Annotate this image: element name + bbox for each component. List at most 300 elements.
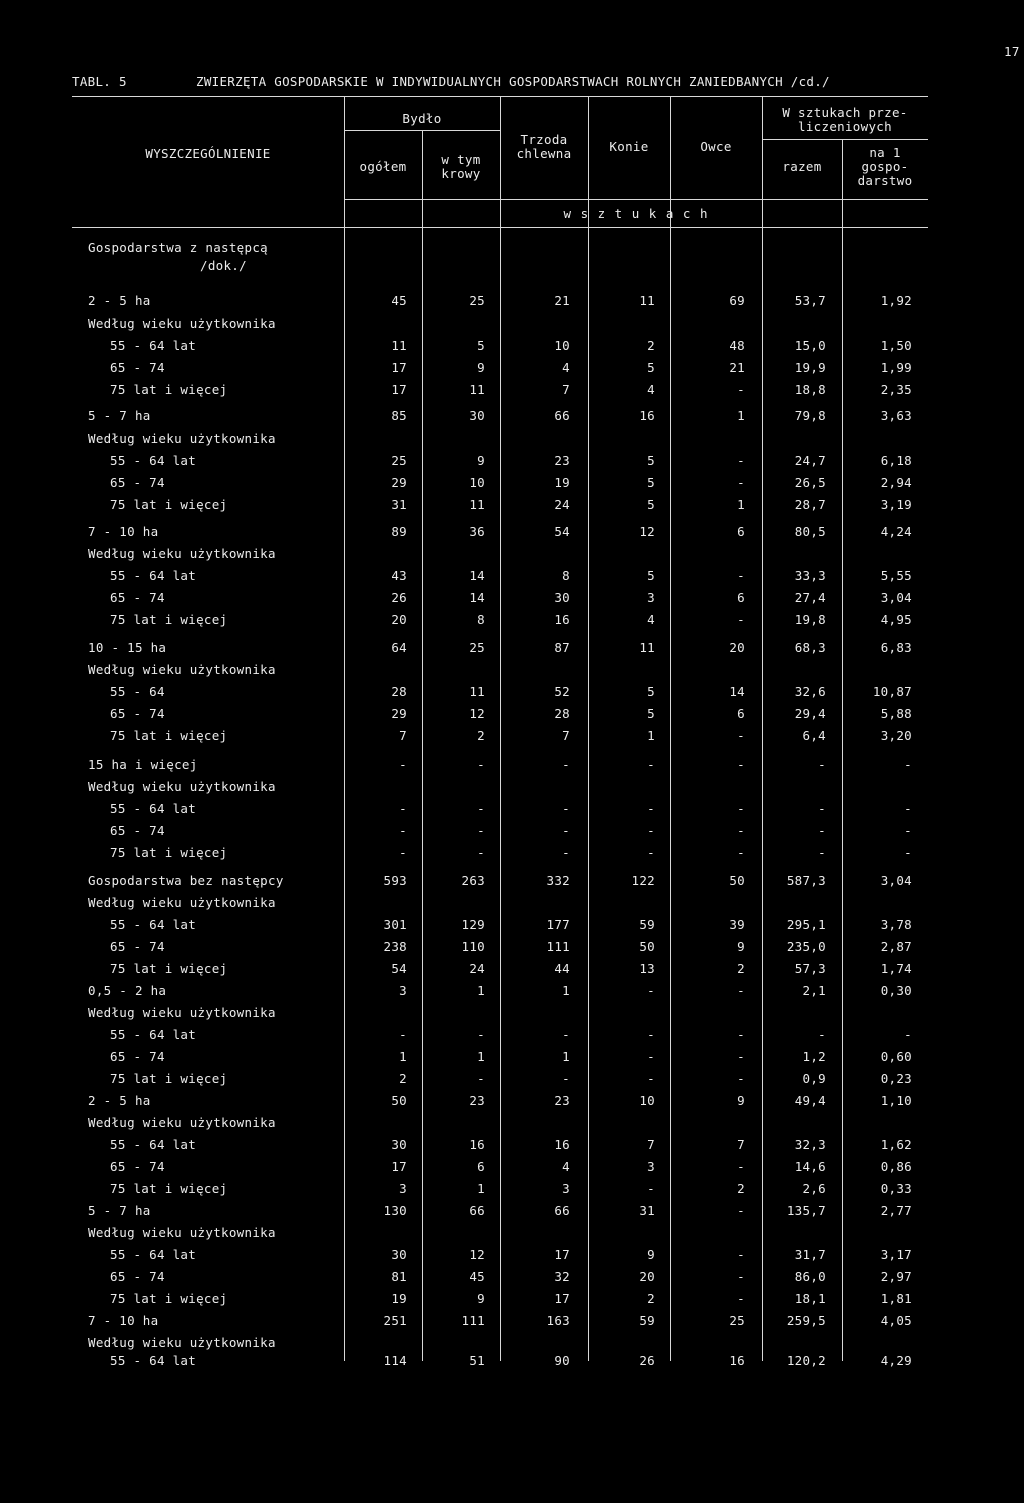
col-header-na1 [842,146,928,188]
table-cell: - [818,845,826,860]
row-label: Według wieku użytkownika [88,1225,276,1240]
table-cell: 4 [562,360,570,375]
table-number: TABL. 5 [72,74,127,89]
table-cell: 3 [647,1159,655,1174]
col-header-przel-line1: W sztukach prze- [782,105,908,120]
row-label: Gospodarstwa z następcą [88,240,268,255]
table-cell: 3,20 [880,728,912,743]
table-cell: 1 [562,1049,570,1064]
table-cell: 9 [737,1093,745,1108]
col-header-ogolem: ogółem [359,159,407,174]
table-cell: - [562,801,570,816]
table-cell: - [737,728,745,743]
table-cell: - [647,1027,655,1042]
table-cell: 27,4 [794,590,826,605]
table-cell: - [904,845,912,860]
table-cell: - [737,453,745,468]
page-number: 17 [1004,44,1020,59]
table-cell: 129 [461,917,485,932]
table-cell: 43 [391,568,407,583]
table-cell: 8 [477,612,485,627]
table-cell: 48 [729,338,745,353]
table-cell: 17 [554,1291,570,1306]
table-cell: 1 [737,497,745,512]
table-cell: 593 [383,873,407,888]
table-cell: - [737,1159,745,1174]
table-cell: 5 [647,360,655,375]
table-cell: 163 [546,1313,570,1328]
row-label: 5 - 7 ha [88,1203,151,1218]
table-cell: - [477,1071,485,1086]
table-cell: 0,23 [880,1071,912,1086]
row-label: 5 - 7 ha [88,408,151,423]
table-cell: - [647,1181,655,1196]
col-header-bydlo: Bydło [402,111,442,126]
table-cell: 8 [562,568,570,583]
table-cell: 3,04 [880,873,912,888]
table-cell: 5 [647,568,655,583]
table-cell: 32,3 [794,1137,826,1152]
table-cell: 4,24 [880,524,912,539]
table-cell: 10,87 [872,684,912,699]
table-cell: 20 [729,640,745,655]
table-cell: - [647,845,655,860]
header-mid-rule [344,199,928,200]
table-cell: 7 [562,728,570,743]
table-cell: 1,62 [880,1137,912,1152]
table-cell: 1 [477,1049,485,1064]
col-header-razem: razem [782,159,822,174]
row-label: Według wieku użytkownika [88,1115,276,1130]
table-cell: 0,30 [880,983,912,998]
table-cell: 23 [469,1093,485,1108]
table-cell: 6,18 [880,453,912,468]
table-cell: 0,60 [880,1049,912,1064]
table-cell: - [818,1027,826,1042]
table-cell: 2 [399,1071,407,1086]
table-cell: - [399,801,407,816]
table-cell: 6 [737,590,745,605]
table-cell: 3 [399,1181,407,1196]
table-cell: 7 [647,1137,655,1152]
table-cell: 0,9 [802,1071,826,1086]
table-cell: 120,2 [786,1353,826,1368]
table-cell: 5,55 [880,568,912,583]
table-cell: 0,86 [880,1159,912,1174]
col-sep-7 [842,139,843,1361]
table-cell: 2,97 [880,1269,912,1284]
table-cell: 51 [469,1353,485,1368]
row-label: 7 - 10 ha [88,524,159,539]
table-cell: 20 [391,612,407,627]
table-cell: 69 [729,293,745,308]
table-cell: 1 [647,728,655,743]
table-cell: - [737,845,745,860]
table-cell: - [737,1291,745,1306]
table-cell: 130 [383,1203,407,1218]
table-cell: 2 [647,1291,655,1306]
table-cell: 10 [469,475,485,490]
row-label: 55 - 64 lat [110,338,197,353]
table-cell: 7 [399,728,407,743]
table-cell: 301 [383,917,407,932]
table-cell: 17 [391,360,407,375]
table-cell: 66 [554,1203,570,1218]
table-cell: 6 [477,1159,485,1174]
table-cell: 85 [391,408,407,423]
row-label: 65 - 74 [110,590,165,605]
table-cell: 53,7 [794,293,826,308]
table-cell: 2,35 [880,382,912,397]
table-cell: 5 [647,453,655,468]
col-header-w-tym-line1: w tym [441,152,481,167]
table-cell: 44 [554,961,570,976]
table-cell: 7 [562,382,570,397]
table-cell: - [737,823,745,838]
table-cell: 122 [631,873,655,888]
table-cell: - [737,568,745,583]
table-cell: 4,29 [880,1353,912,1368]
table-cell: - [737,1203,745,1218]
table-cell: 1 [737,408,745,423]
table-cell: 1 [477,983,485,998]
table-cell: 81 [391,1269,407,1284]
table-cell: 80,5 [794,524,826,539]
row-label: 0,5 - 2 ha [88,983,167,998]
table-cell: 16 [639,408,655,423]
row-label: 75 lat i więcej [110,1071,228,1086]
col-header-owce: Owce [700,139,732,154]
table-cell: - [904,757,912,772]
table-cell: - [737,1269,745,1284]
table-cell: 17 [554,1247,570,1262]
table-cell: 1,99 [880,360,912,375]
table-cell: 1,10 [880,1093,912,1108]
table-cell: - [737,612,745,627]
table-cell: 9 [737,939,745,954]
table-cell: 52 [554,684,570,699]
table-cell: 49,4 [794,1093,826,1108]
table-cell: - [647,801,655,816]
table-cell: 90 [554,1353,570,1368]
table-cell: 2,77 [880,1203,912,1218]
table-cell: 19 [554,475,570,490]
table-cell: 110 [461,939,485,954]
table-cell: - [562,1071,570,1086]
table-cell: - [818,823,826,838]
row-label: 75 lat i więcej [110,1291,228,1306]
table-cell: 16 [554,612,570,627]
table-cell: 3,04 [880,590,912,605]
col-header-na1-line1: na 1 [869,145,901,160]
row-label: Według wieku użytkownika [88,316,276,331]
col-header-na1-line2: gospo- [861,159,909,174]
table-cell: 4 [562,1159,570,1174]
table-cell: 25 [729,1313,745,1328]
table-cell: 16 [554,1137,570,1152]
table-cell: 3 [399,983,407,998]
table-cell: 3 [647,590,655,605]
row-label: 55 - 64 lat [110,1353,197,1368]
table-cell: 332 [546,873,570,888]
table-cell: 19 [391,1291,407,1306]
table-cell: 3,78 [880,917,912,932]
table-cell: 2 [737,1181,745,1196]
table-cell: 66 [554,408,570,423]
table-cell: 54 [391,961,407,976]
table-cell: 1,92 [880,293,912,308]
table-cell: - [647,1071,655,1086]
table-cell: 11 [469,684,485,699]
table-cell: - [737,757,745,772]
table-cell: 6,4 [802,728,826,743]
table-cell: - [477,823,485,838]
table-cell: 25 [469,640,485,655]
table-cell: 89 [391,524,407,539]
table-cell: - [647,757,655,772]
row-label: 55 - 64 lat [110,917,197,932]
table-cell: 2,1 [802,983,826,998]
col-sep-2 [422,130,423,1361]
table-cell: 1 [562,983,570,998]
table-cell: 17 [391,382,407,397]
row-label: Według wieku użytkownika [88,1335,276,1350]
col-header-w-tym-line2: krowy [441,166,481,181]
table-cell: 259,5 [786,1313,826,1328]
row-label: 75 lat i więcej [110,1181,228,1196]
przel-sub-rule [762,139,928,140]
table-cell: 28,7 [794,497,826,512]
row-label: 65 - 74 [110,1159,165,1174]
row-label: /dok./ [200,258,247,273]
table-cell: 36 [469,524,485,539]
table-cell: 10 [554,338,570,353]
table-cell: 23 [554,453,570,468]
row-label: 65 - 74 [110,360,165,375]
table-cell: 4 [647,382,655,397]
table-cell: 251 [383,1313,407,1328]
table-cell: 30 [554,590,570,605]
table-cell: 14 [469,568,485,583]
row-label: 75 lat i więcej [110,612,228,627]
table-cell: 54 [554,524,570,539]
table-cell: 11 [469,382,485,397]
table-cell: 68,3 [794,640,826,655]
table-cell: 45 [391,293,407,308]
table-cell: - [562,1027,570,1042]
col-header-trzoda [500,133,588,161]
col-header-wyszczegolnienie: WYSZCZEGÓLNIENIE [145,146,271,161]
col-header-trzoda-line1: Trzoda [520,132,568,147]
table-cell: 19,9 [794,360,826,375]
table-cell: 3,19 [880,497,912,512]
table-cell: 6,83 [880,640,912,655]
table-cell: 235,0 [786,939,826,954]
table-cell: 28 [391,684,407,699]
table-cell: - [647,983,655,998]
table-cell: 11 [639,293,655,308]
table-cell: 6 [737,524,745,539]
table-cell: 13 [639,961,655,976]
table-cell: 16 [469,1137,485,1152]
table-cell: 3,63 [880,408,912,423]
row-label: 7 - 10 ha [88,1313,159,1328]
table-cell: 2,94 [880,475,912,490]
row-label: 65 - 74 [110,706,165,721]
table-cell: 21 [729,360,745,375]
table-cell: 2,87 [880,939,912,954]
table-cell: 2 [737,961,745,976]
table-cell: 50 [391,1093,407,1108]
table-cell: 26 [639,1353,655,1368]
row-label: 75 lat i więcej [110,382,228,397]
table-cell: - [818,757,826,772]
table-cell: 5 [647,497,655,512]
table-cell: 12 [469,1247,485,1262]
row-label: 55 - 64 lat [110,453,197,468]
row-label: 2 - 5 ha [88,1093,151,1108]
table-cell: 18,8 [794,382,826,397]
row-label: 65 - 74 [110,823,165,838]
table-cell: 1 [477,1181,485,1196]
row-label: Gospodarstwa bez następcy [88,873,284,888]
table-cell: 5 [647,706,655,721]
table-cell: 11 [391,338,407,353]
table-cell: 2,6 [802,1181,826,1196]
table-cell: 11 [639,640,655,655]
table-cell: 114 [383,1353,407,1368]
col-header-na1-line3: darstwo [857,173,913,188]
row-label: Według wieku użytkownika [88,1005,276,1020]
table-cell: - [904,823,912,838]
table-cell: 14 [729,684,745,699]
table-cell: - [737,1247,745,1262]
table-cell: 23 [554,1093,570,1108]
col-header-trzoda-line2: chlewna [516,146,572,161]
table-cell: 50 [729,873,745,888]
table-cell: - [477,845,485,860]
table-cell: - [399,845,407,860]
row-label: 10 - 15 ha [88,640,167,655]
table-cell: 263 [461,873,485,888]
row-label: 2 - 5 ha [88,293,151,308]
table-title: ZWIERZĘTA GOSPODARSKIE W INDYWIDUALNYCH GOSPODARSTWACH ROLNYCH ZANIEDBANYCH /cd./ [196,74,830,89]
table-cell: 39 [729,917,745,932]
table-cell: 1,81 [880,1291,912,1306]
table-cell: - [562,823,570,838]
table-cell: 7 [737,1137,745,1152]
table-cell: 12 [639,524,655,539]
table-cell: - [647,1049,655,1064]
table-cell: 9 [477,1291,485,1306]
table-cell: - [399,1027,407,1042]
table-cell: 4,05 [880,1313,912,1328]
table-cell: 4 [647,612,655,627]
table-cell: - [904,1027,912,1042]
table-cell: 57,3 [794,961,826,976]
row-label: Według wieku użytkownika [88,779,276,794]
table-cell: 31 [391,497,407,512]
row-label: Według wieku użytkownika [88,662,276,677]
table-cell: 17 [391,1159,407,1174]
table-cell: 111 [461,1313,485,1328]
table-cell: 24 [554,497,570,512]
row-label: 65 - 74 [110,475,165,490]
table-cell: 18,1 [794,1291,826,1306]
row-label: Według wieku użytkownika [88,895,276,910]
row-label: 55 - 64 lat [110,1247,197,1262]
table-cell: 0,33 [880,1181,912,1196]
table-cell: 28 [554,706,570,721]
row-label: Według wieku użytkownika [88,546,276,561]
table-cell: - [399,757,407,772]
table-cell: - [737,475,745,490]
table-cell: - [737,983,745,998]
table-cell: 79,8 [794,408,826,423]
table-cell: 111 [546,939,570,954]
table-cell: 30 [469,408,485,423]
table-cell: 238 [383,939,407,954]
table-cell: 15,0 [794,338,826,353]
table-cell: 86,0 [794,1269,826,1284]
row-label: 65 - 74 [110,1269,165,1284]
table-cell: - [562,757,570,772]
row-label: 55 - 64 [110,684,165,699]
table-cell: 12 [469,706,485,721]
table-cell: 29 [391,706,407,721]
row-label: 75 lat i więcej [110,497,228,512]
table-cell: 25 [391,453,407,468]
table-cell: 3,17 [880,1247,912,1262]
units-header: w s z t u k a c h [563,206,709,221]
table-cell: 31 [639,1203,655,1218]
row-label: 55 - 64 lat [110,1137,197,1152]
row-label: 75 lat i więcej [110,845,228,860]
row-label: 75 lat i więcej [110,728,228,743]
table-cell: 33,3 [794,568,826,583]
col-header-przel-line2: liczeniowych [798,119,892,134]
table-cell: 9 [647,1247,655,1262]
table-cell: 25 [469,293,485,308]
table-cell: - [904,801,912,816]
row-label: 55 - 64 lat [110,1027,197,1042]
table-cell: 14,6 [794,1159,826,1174]
row-label: 65 - 74 [110,939,165,954]
row-label: Według wieku użytkownika [88,431,276,446]
table-cell: 24,7 [794,453,826,468]
table-cell: 177 [546,917,570,932]
table-cell: 5 [647,475,655,490]
table-cell: 24 [469,961,485,976]
row-label: 55 - 64 lat [110,568,197,583]
table-cell: - [477,801,485,816]
table-cell: 45 [469,1269,485,1284]
table-cell: 32 [554,1269,570,1284]
table-cell: 1 [399,1049,407,1064]
table-cell: 2 [477,728,485,743]
table-cell: 1,50 [880,338,912,353]
table-cell: 16 [729,1353,745,1368]
table-cell: - [737,382,745,397]
col-sep-5 [670,96,671,1361]
table-cell: - [818,801,826,816]
table-cell: 87 [554,640,570,655]
table-cell: 29,4 [794,706,826,721]
row-label: 55 - 64 lat [110,801,197,816]
table-cell: 26 [391,590,407,605]
table-cell: 31,7 [794,1247,826,1262]
table-cell: 135,7 [786,1203,826,1218]
